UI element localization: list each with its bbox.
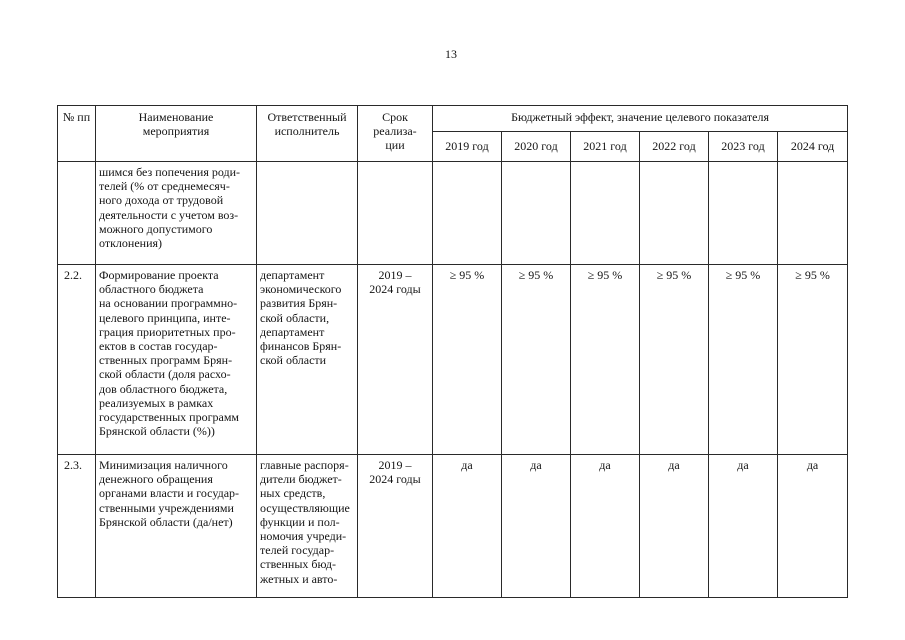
table-row — [58, 162, 848, 265]
row-term: 2019 – 2024 годы — [358, 455, 433, 598]
row-value-2021: да — [571, 455, 640, 598]
table-row — [58, 265, 848, 455]
row-number: 2.2. — [58, 265, 96, 455]
row-value-2019: ≥ 95 % — [433, 265, 502, 455]
header-year-2021: 2021 год — [571, 132, 640, 162]
header-budget-effect: Бюджетный эффект, значение целевого показателя — [433, 106, 848, 132]
header-responsible: Ответственный исполнитель — [257, 106, 358, 162]
row-value-2020: да — [502, 455, 571, 598]
row-responsible — [257, 162, 358, 265]
row-value-2020 — [502, 162, 571, 265]
row-term — [358, 162, 433, 265]
row-value-2022: ≥ 95 % — [640, 265, 709, 455]
row-term: 2019 – 2024 годы — [358, 265, 433, 455]
row-value-2023: да — [709, 455, 778, 598]
row-value-2024 — [778, 162, 848, 265]
row-value-2024: ≥ 95 % — [778, 265, 848, 455]
row-measure-name: Формирование проекта областного бюджета на основании программно- целевого принципа, инте- грация приоритетных про- ектов в состав государ- ственных программ Брян- ской области (доля расхо- дов областного бюджета, реализуемых в рамках государственных программ Брянской области (%)) — [96, 265, 257, 455]
row-measure-name: Минимизация наличного денежного обращения органами власти и государ- ственными учреждениями Брянской области (да/нет) — [96, 455, 257, 598]
row-value-2019 — [433, 162, 502, 265]
header-measure-name: Наименование мероприятия — [96, 106, 257, 162]
table-row — [58, 455, 848, 598]
row-value-2021: ≥ 95 % — [571, 265, 640, 455]
row-responsible: главные распоря- дители бюджет- ных средств, осуществляющие функции и пол- номочия учреди- телей государ- ственных бюд- жетных и авто- — [257, 455, 358, 598]
row-value-2023: ≥ 95 % — [709, 265, 778, 455]
row-value-2022 — [640, 162, 709, 265]
header-year-2020: 2020 год — [502, 132, 571, 162]
header-year-2022: 2022 год — [640, 132, 709, 162]
row-value-2019: да — [433, 455, 502, 598]
row-value-2020: ≥ 95 % — [502, 265, 571, 455]
row-number: 2.3. — [58, 455, 96, 598]
row-value-2024: да — [778, 455, 848, 598]
header-year-2023: 2023 год — [709, 132, 778, 162]
header-year-2019: 2019 год — [433, 132, 502, 162]
header-number: № пп — [58, 106, 96, 162]
row-measure-name: шимся без попечения роди- телей (% от среднемесяч- ного дохода от трудовой деятельности с учетом воз- можного допустимого отклонения) — [96, 162, 257, 265]
page-number: 13 — [445, 47, 457, 61]
row-value-2023 — [709, 162, 778, 265]
row-value-2022: да — [640, 455, 709, 598]
measures-table — [57, 105, 848, 598]
row-responsible: департамент экономического развития Брян- ской области, департамент финансов Брян- ской области — [257, 265, 358, 455]
row-value-2021 — [571, 162, 640, 265]
header-term: Срок реализа- ции — [358, 106, 433, 162]
header-year-2024: 2024 год — [778, 132, 848, 162]
row-number — [58, 162, 96, 265]
